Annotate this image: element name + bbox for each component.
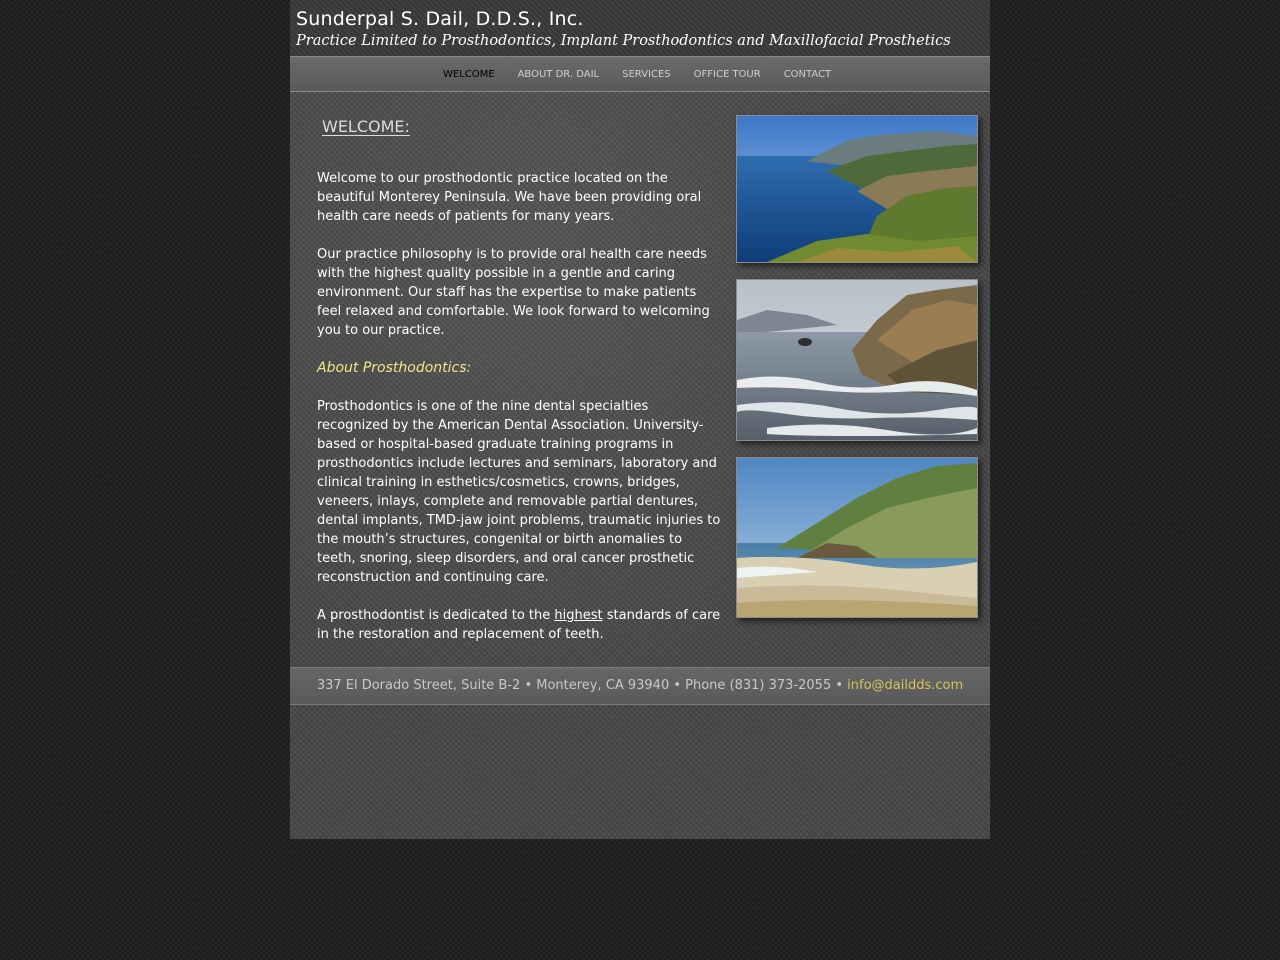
site-header bbox=[290, 0, 990, 56]
nav-item-contact[interactable]: CONTACT bbox=[783, 68, 832, 80]
closing-text-start: A prosthodontist is dedicated to the bbox=[317, 608, 555, 623]
welcome-heading: WELCOME: bbox=[322, 117, 410, 136]
site-title: Sunderpal S. Dail, D.D.S., Inc. bbox=[296, 8, 584, 30]
page-container bbox=[290, 0, 990, 839]
about-prosthodontics-heading: About Prosthodontics: bbox=[317, 360, 472, 376]
rocky-headland-surf-photo bbox=[736, 279, 978, 441]
nav-item-services[interactable]: SERVICES bbox=[622, 68, 671, 80]
closing-paragraph bbox=[317, 606, 722, 644]
footer-email-link[interactable]: info@daildds.com bbox=[847, 678, 964, 693]
footer-address: 337 El Dorado Street, Suite B-2 • Monterey, CA 93940 • Phone (831) 373-2055 • bbox=[316, 678, 848, 693]
closing-highlight: highest bbox=[554, 608, 603, 623]
coastline-cliffs-photo bbox=[736, 115, 978, 263]
intro-paragraph: Welcome to our prosthodontic practice located on the beautiful Monterey Peninsula. We have been providing oral health care needs of patients for many years. bbox=[317, 171, 702, 224]
site-footer bbox=[290, 667, 990, 705]
main-navigation bbox=[290, 56, 990, 92]
philosophy-paragraph: Our practice philosophy is to provide oral health care needs with the highest quality possible in a gentle and caring environment. Our staff has the expertise to make patients feel relaxed and comfortable. We look forward to welcoming you to our practice. bbox=[317, 247, 710, 338]
about-prosthodontics-paragraph: Prosthodontics is one of the nine dental specialties recognized by the American Dental Association. University-based or hospital-based graduate training programs in prosthodontics include lectures and seminars, laboratory and clinical training in esthetics/cosmetics, crowns, bridges, veneers, inlays, complete and removable partial dentures, dental implants, TMD-jaw joint problems, traumatic injuries to the mouth’s structures, congenital or birth anomalies to teeth, snoring, sleep disorders, and oral cancer prosthetic reconstruction and continuing care. bbox=[317, 399, 721, 585]
site-tagline: Practice Limited to Prosthodontics, Implant Prosthodontics and Maxillofacial Prosthetics bbox=[296, 33, 951, 49]
nav-item-welcome[interactable]: WELCOME bbox=[443, 68, 495, 80]
nav-item-office-tour[interactable]: OFFICE TOUR bbox=[693, 68, 761, 80]
main-content bbox=[317, 112, 722, 644]
closing-text-end: standards of care in the restoration and replacement of teeth. bbox=[317, 608, 721, 642]
nav-item-about-dr-dail[interactable]: ABOUT DR. DAIL bbox=[517, 68, 600, 80]
beach-hills-photo bbox=[736, 457, 978, 618]
